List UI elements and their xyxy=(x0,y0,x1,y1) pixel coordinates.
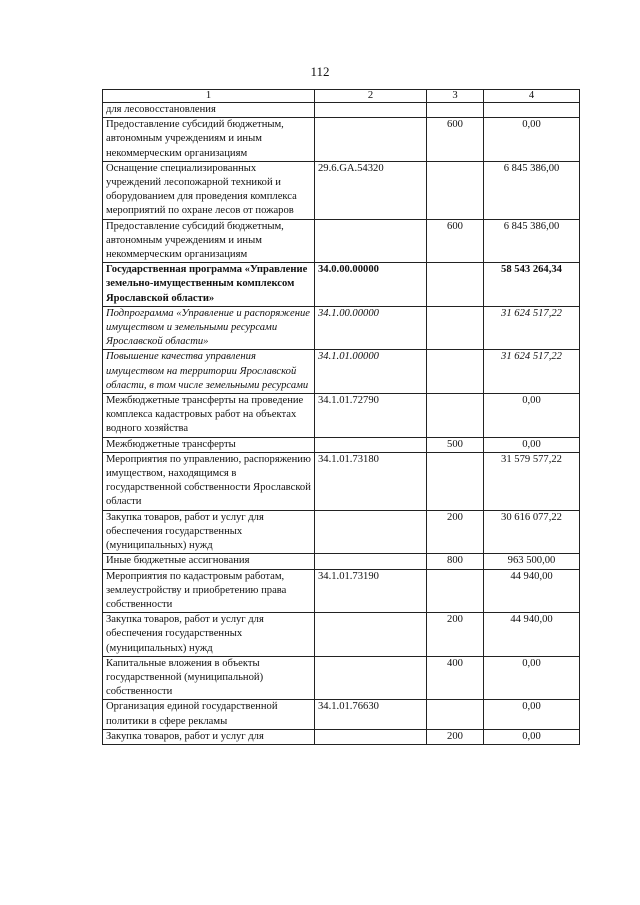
column-header-2: 2 xyxy=(315,90,427,103)
column-header-3: 3 xyxy=(427,90,484,103)
row-expense-type-cell xyxy=(427,700,484,729)
row-expense-type-cell xyxy=(427,161,484,219)
row-expense-type-cell: 200 xyxy=(427,510,484,554)
row-expense-type-cell: 200 xyxy=(427,613,484,657)
row-expense-type-cell: 200 xyxy=(427,729,484,744)
row-name-cell: Межбюджетные трансферты xyxy=(103,437,315,452)
row-expense-type-cell xyxy=(427,306,484,350)
row-name-cell: Мероприятия по управлению, распоряжению имуществом, находящимся в государственной собственности Ярославской области xyxy=(103,452,315,510)
row-code-cell: 34.1.00.00000 xyxy=(315,306,427,350)
table-row xyxy=(103,394,580,438)
row-amount-cell: 963 500,00 xyxy=(484,554,580,569)
row-expense-type-cell: 600 xyxy=(427,219,484,263)
row-code-cell xyxy=(315,510,427,554)
row-amount-cell: 0,00 xyxy=(484,656,580,700)
row-name-cell: Организация единой государственной политики в сфере рекламы xyxy=(103,700,315,729)
table-row xyxy=(103,729,580,744)
row-amount-cell xyxy=(484,103,580,118)
row-code-cell xyxy=(315,437,427,452)
row-code-cell xyxy=(315,729,427,744)
row-name-cell: Повышение качества управления имуществом на территории Ярославской области, в том числе земельными ресурсами xyxy=(103,350,315,394)
table-row xyxy=(103,700,580,729)
row-amount-cell: 0,00 xyxy=(484,700,580,729)
row-expense-type-cell xyxy=(427,103,484,118)
column-header-1: 1 xyxy=(103,90,315,103)
row-name-cell: Государственная программа «Управление земельно-имущественным комплексом Ярославской области» xyxy=(103,263,315,307)
row-name-cell: Капитальные вложения в объекты государственной (муниципальной) собственности xyxy=(103,656,315,700)
row-code-cell xyxy=(315,656,427,700)
row-amount-cell: 31 624 517,22 xyxy=(484,306,580,350)
row-amount-cell: 0,00 xyxy=(484,394,580,438)
table-header-row xyxy=(103,90,580,103)
row-expense-type-cell: 800 xyxy=(427,554,484,569)
row-expense-type-cell xyxy=(427,350,484,394)
row-amount-cell: 0,00 xyxy=(484,437,580,452)
table-row xyxy=(103,452,580,510)
table-body xyxy=(103,103,580,745)
row-amount-cell: 0,00 xyxy=(484,729,580,744)
row-name-cell: Закупка товаров, работ и услуг для обеспечения государственных (муниципальных) нужд xyxy=(103,613,315,657)
page-number: 112 xyxy=(310,64,330,79)
row-code-cell xyxy=(315,118,427,162)
row-amount-cell: 0,00 xyxy=(484,118,580,162)
row-code-cell: 34.0.00.00000 xyxy=(315,263,427,307)
row-name-cell: Мероприятия по кадастровым работам, землеустройству и приобретению права собственности xyxy=(103,569,315,613)
row-amount-cell: 6 845 386,00 xyxy=(484,219,580,263)
table-row xyxy=(103,613,580,657)
table-row xyxy=(103,263,580,307)
row-code-cell: 34.1.01.00000 xyxy=(315,350,427,394)
row-code-cell: 34.1.01.73190 xyxy=(315,569,427,613)
row-amount-cell: 58 543 264,34 xyxy=(484,263,580,307)
row-amount-cell: 31 624 517,22 xyxy=(484,350,580,394)
row-amount-cell: 30 616 077,22 xyxy=(484,510,580,554)
row-name-cell: для лесовосстановления xyxy=(103,103,315,118)
row-expense-type-cell: 600 xyxy=(427,118,484,162)
table-row xyxy=(103,103,580,118)
row-code-cell xyxy=(315,219,427,263)
row-expense-type-cell xyxy=(427,263,484,307)
row-name-cell: Подпрограмма «Управление и распоряжение имуществом и земельными ресурсами Ярославской области» xyxy=(103,306,315,350)
row-code-cell: 34.1.01.76630 xyxy=(315,700,427,729)
row-name-cell: Закупка товаров, работ и услуг для xyxy=(103,729,315,744)
row-code-cell: 34.1.01.72790 xyxy=(315,394,427,438)
budget-table xyxy=(102,89,580,745)
row-expense-type-cell: 500 xyxy=(427,437,484,452)
row-name-cell: Закупка товаров, работ и услуг для обеспечения государственных (муниципальных) нужд xyxy=(103,510,315,554)
table-row xyxy=(103,219,580,263)
row-name-cell: Иные бюджетные ассигнования xyxy=(103,554,315,569)
table-row xyxy=(103,161,580,219)
row-expense-type-cell xyxy=(427,569,484,613)
row-name-cell: Предоставление субсидий бюджетным, автономным учреждениям и иным некоммерческим организациям xyxy=(103,118,315,162)
row-amount-cell: 6 845 386,00 xyxy=(484,161,580,219)
row-amount-cell: 31 579 577,22 xyxy=(484,452,580,510)
table-row xyxy=(103,510,580,554)
row-name-cell: Оснащение специализированных учреждений лесопожарной техникой и оборудованием для проведения комплекса мероприятий по охране лесов от пожаров xyxy=(103,161,315,219)
table-row xyxy=(103,118,580,162)
table-row xyxy=(103,437,580,452)
row-expense-type-cell xyxy=(427,394,484,438)
row-name-cell: Межбюджетные трансферты на проведение комплекса кадастровых работ на объектах водного хозяйства xyxy=(103,394,315,438)
table-row xyxy=(103,569,580,613)
row-expense-type-cell xyxy=(427,452,484,510)
row-amount-cell: 44 940,00 xyxy=(484,569,580,613)
row-code-cell xyxy=(315,554,427,569)
table-row xyxy=(103,554,580,569)
column-header-4: 4 xyxy=(484,90,580,103)
row-expense-type-cell: 400 xyxy=(427,656,484,700)
row-code-cell xyxy=(315,613,427,657)
row-code-cell xyxy=(315,103,427,118)
row-amount-cell: 44 940,00 xyxy=(484,613,580,657)
table-row xyxy=(103,350,580,394)
table-row xyxy=(103,306,580,350)
row-name-cell: Предоставление субсидий бюджетным, автономным учреждениям и иным некоммерческим организациям xyxy=(103,219,315,263)
row-code-cell: 34.1.01.73180 xyxy=(315,452,427,510)
row-code-cell: 29.6.GA.54320 xyxy=(315,161,427,219)
table-row xyxy=(103,656,580,700)
